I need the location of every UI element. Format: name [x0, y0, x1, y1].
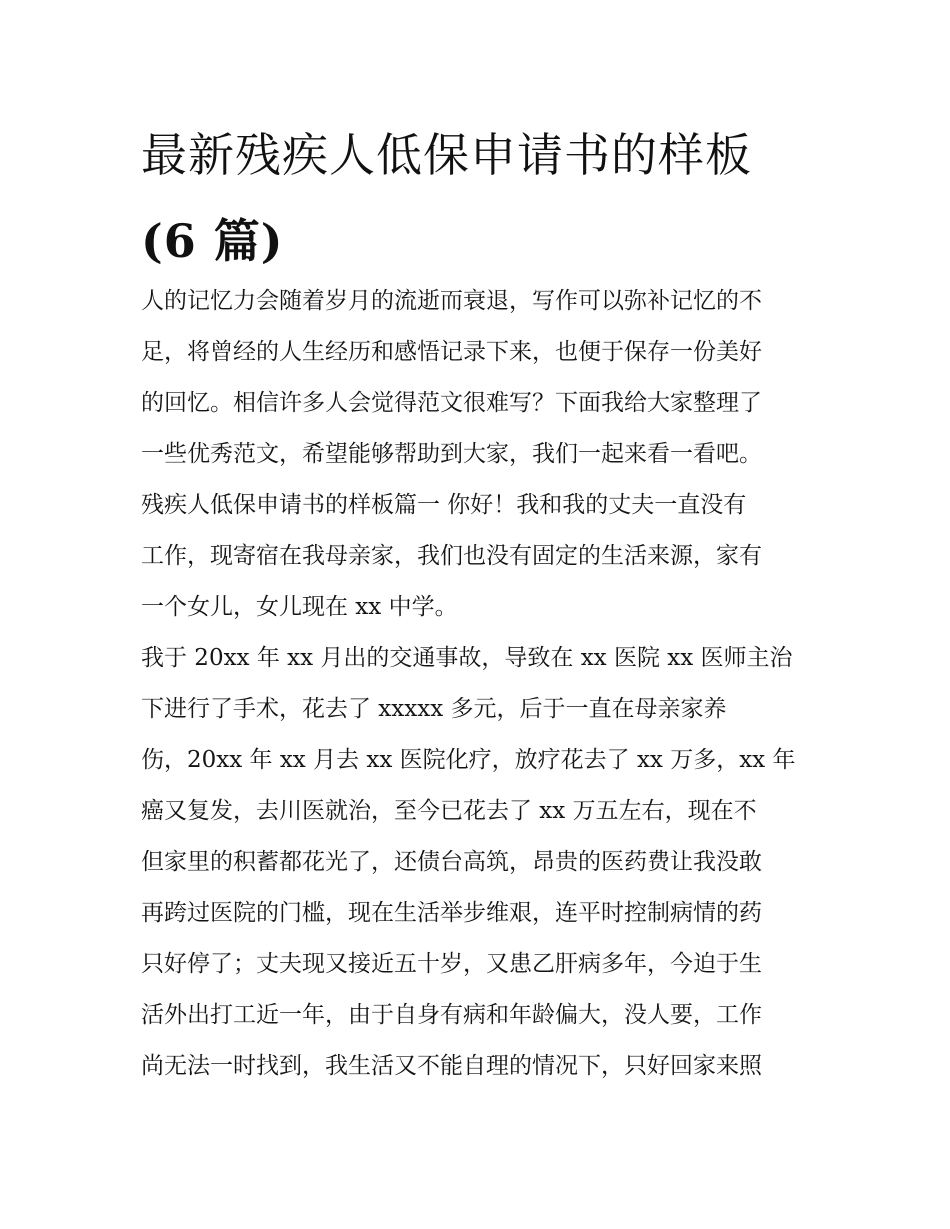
title-line-1: 最新残疾人低保申请书的样板 [141, 128, 752, 182]
body-line: 再跨过医院的门槛，现在生活举步维艰，连平时控制病情的药 [141, 900, 762, 926]
body-line: 癌又复发，去川医就治，至今已花去了 xx 万五左右，现在不 [141, 798, 757, 824]
body-line: 残疾人低保申请书的样板篇一 你好！我和我的丈夫一直没有 [141, 492, 747, 518]
body-line: 一个女儿，女儿现在 xx 中学。 [141, 594, 458, 620]
body-line: 一些优秀范文，希望能够帮助到大家，我们一起来看一看吧。 [141, 441, 762, 467]
body-line: 伤，20xx 年 xx 月去 xx 医院化疗，放疗花去了 xx 万多，xx 年 [141, 747, 796, 773]
body-line: 人的记忆力会随着岁月的流逝而衰退，写作可以弥补记忆的不 [141, 288, 762, 314]
body-line: 尚无法一时找到，我生活又不能自理的情况下，只好回家来照 [141, 1053, 762, 1079]
body-line: 的回忆。相信许多人会觉得范文很难写？下面我给大家整理了 [141, 390, 762, 416]
body-line: 我于 20xx 年 xx 月出的交通事故，导致在 xx 医院 xx 医师主治 [141, 645, 793, 671]
body-line: 但家里的积蓄都花光了，还债台高筑，昂贵的医药费让我没敢 [141, 849, 762, 875]
body-line: 活外出打工近一年，由于自身有病和年龄偏大，没人要，工作 [141, 1002, 762, 1028]
title-line-2: (6 篇) [141, 214, 284, 268]
body-line: 只好停了；丈夫现又接近五十岁，又患乙肝病多年，今迫于生 [141, 951, 762, 977]
body-line: 下进行了手术，花去了 xxxxx 多元，后于一直在母亲家养 [141, 696, 727, 722]
document-body [141, 276, 821, 1092]
body-line: 工作，现寄宿在我母亲家，我们也没有固定的生活来源，家有 [141, 543, 762, 569]
body-line: 足，将曾经的人生经历和感悟记录下来，也便于保存一份美好 [141, 339, 762, 365]
document-title [141, 112, 821, 284]
